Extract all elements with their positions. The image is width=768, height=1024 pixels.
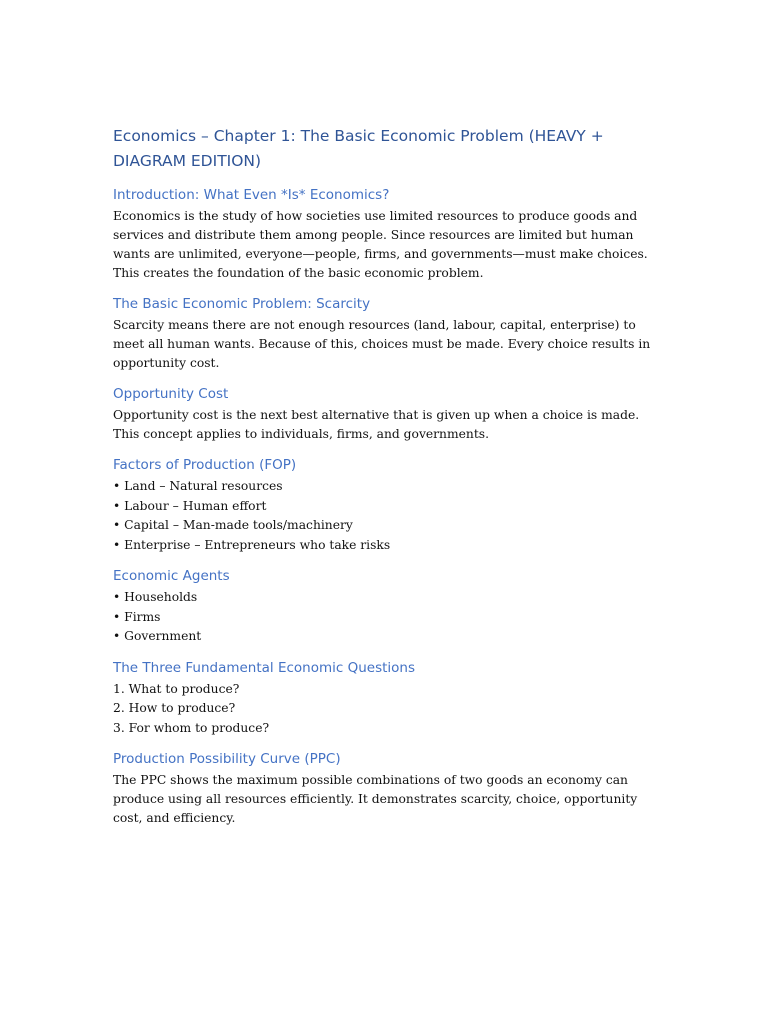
section-paragraph: Economics is the study of how societies use limited resources to produce goods and services and distribute them among people. Since resources are limited but human wants are unlimited, everyone—people, firms, and governments—must make choices. This creates the foundation of the basic economic problem. (113, 209, 648, 280)
section-ppc (113, 749, 658, 828)
section-economic-agents (113, 566, 658, 647)
section-heading: Opportunity Cost (113, 386, 229, 402)
section-heading: Economic Agents (113, 568, 230, 584)
list-item: • Firms (113, 609, 161, 624)
list-item: 1. What to produce? (113, 681, 240, 696)
agents-list (113, 588, 658, 647)
section-factors-of-production (113, 455, 658, 555)
factors-list (113, 477, 658, 555)
section-paragraph: The PPC shows the maximum possible combinations of two goods an economy can produce using all resources efficiently. It demonstrates scarcity, choice, opportunity cost, and efficiency. (113, 773, 638, 825)
section-opportunity-cost (113, 384, 658, 444)
section-heading: The Three Fundamental Economic Questions (113, 659, 416, 676)
questions-list (113, 680, 658, 739)
document-title: Economics – Chapter 1: The Basic Economic Problem (HEAVY + DIAGRAM EDITION) (113, 127, 604, 170)
section-scarcity (113, 294, 658, 373)
list-item: • Capital – Man-made tools/machinery (113, 518, 353, 532)
list-item: 2. How to produce? (113, 701, 236, 715)
list-item: • Land – Natural resources (113, 479, 283, 493)
section-introduction (113, 185, 658, 283)
section-heading: Production Possibility Curve (PPC) (113, 751, 341, 767)
list-item: 3. For whom to produce? (113, 720, 270, 735)
section-heading: Factors of Production (FOP) (113, 457, 297, 473)
list-item: • Labour – Human effort (113, 498, 267, 513)
list-item: • Enterprise – Entrepreneurs who take risks (113, 537, 391, 552)
section-paragraph: Scarcity means there are not enough resources (land, labour, capital, enterprise) to meet all human wants. Because of this, choices must be made. Every choice results in opportunity cost. (113, 318, 651, 370)
section-heading: The Basic Economic Problem: Scarcity (113, 296, 371, 312)
section-fundamental-questions (113, 658, 658, 739)
section-paragraph: Opportunity cost is the next best alternative that is given up when a choice is made. This concept applies to individuals, firms, and governments. (113, 408, 640, 441)
list-item: • Households (113, 590, 198, 604)
list-item: • Government (113, 629, 202, 643)
document-page (113, 124, 658, 839)
section-heading: Introduction: What Even *Is* Economics? (113, 187, 390, 203)
